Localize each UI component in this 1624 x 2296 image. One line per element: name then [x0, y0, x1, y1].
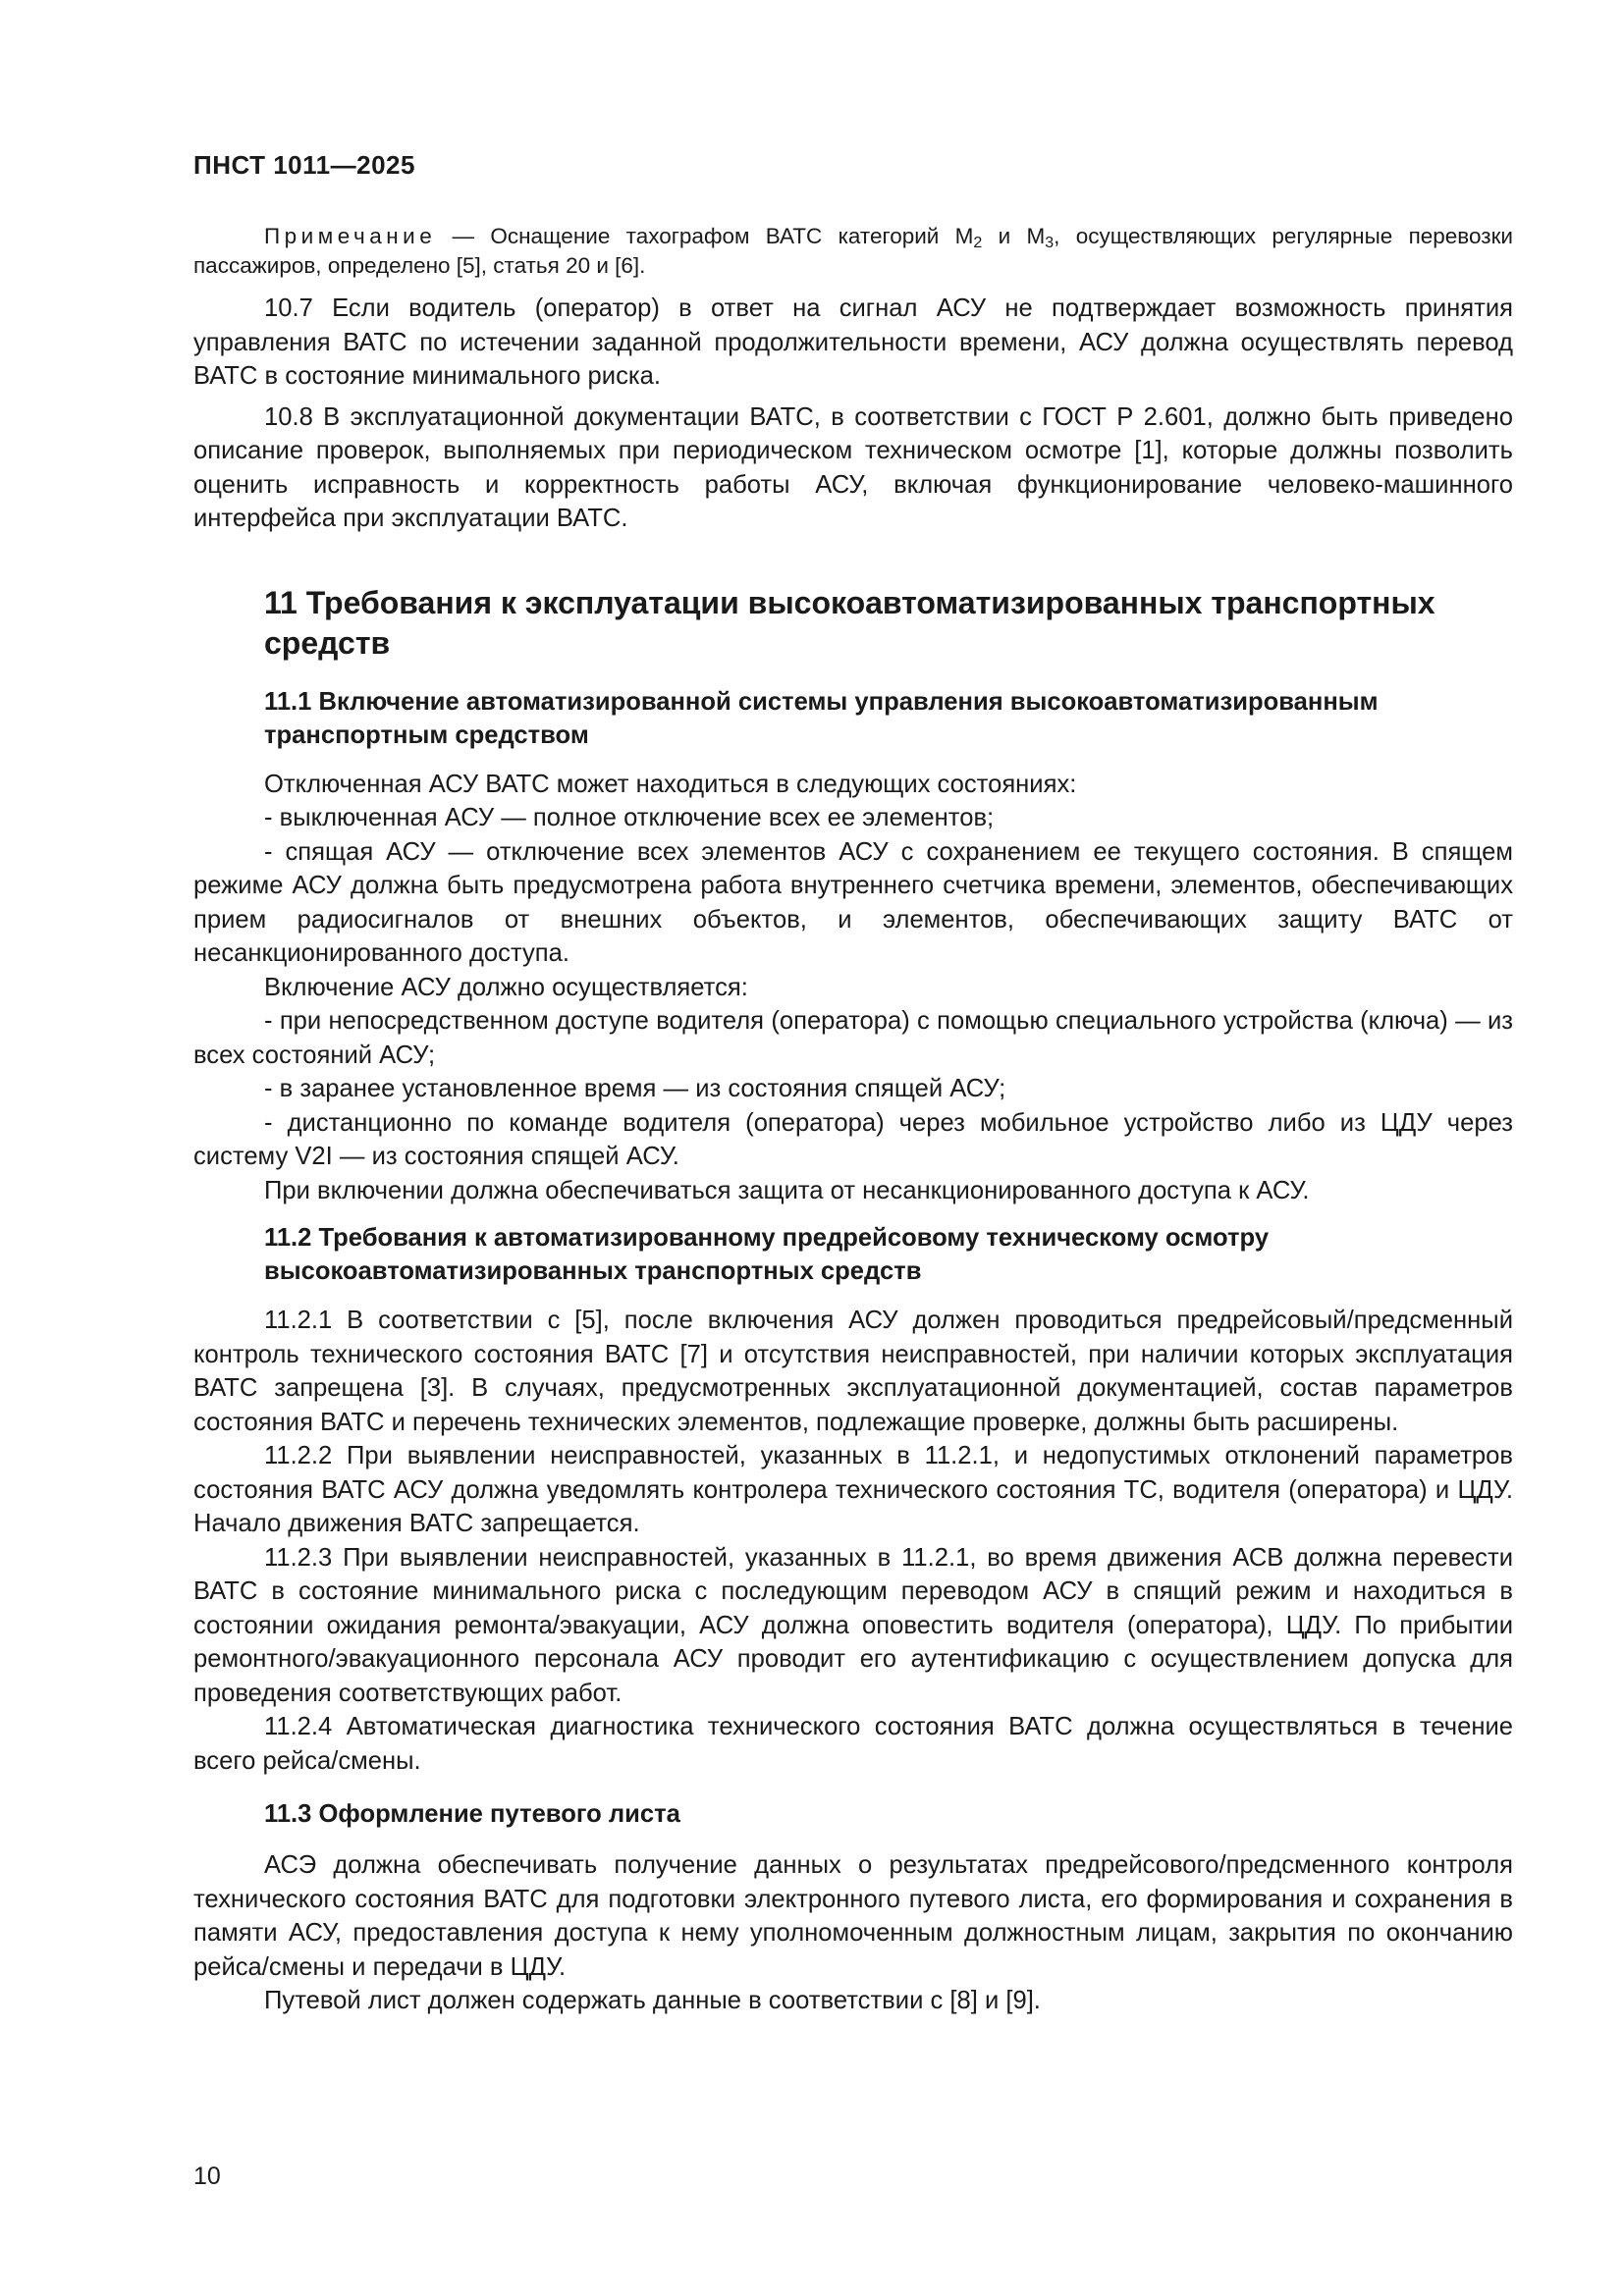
note-text-part2: и М [982, 224, 1046, 248]
section-11-title: 11 Требования к эксплуатации высокоавтоматизированных транспортных средств [264, 584, 1435, 661]
page-number: 10 [193, 2163, 221, 2190]
paragraph-11-3-content: Путевой лист должен содержать данные в соответствии с [8] и [9]. [264, 1987, 1041, 2014]
list-item-direct-access: - при непосредственном доступе водителя (оператора) с помощью специального устройства (ключа) — из всех состояний АСУ; [193, 1007, 1513, 1069]
list-item-scheduled: - в заранее установленное время — из состояния спящей АСУ; [264, 1075, 1006, 1102]
paragraph-11-2-3: 11.2.3 При выявлении неисправностей, указанных в 11.2.1, во время движения АСВ должна перевести ВАТС в состояние минимального риска с последующим переводом АСУ в спящий режим и находиться в состоянии ожидания ремонта/эвакуации, АСУ должна оповестить водителя (оператора), ЦДУ. По прибытии ремонтного/эвакуационного персонала АСУ проводит его аутентификацию с осуществлением допуска для проведения соответствующих работ. [193, 1543, 1513, 1707]
note-text-part3: , осуществляющих регулярные перевозки пассажиров, определено [5], статья 20 и [6]. [193, 224, 1513, 278]
subsection-11-2-title: 11.2 Требования к автоматизированному предрейсовому техническому осмотру высокоавтоматизированных транспортных средств [264, 1224, 1270, 1285]
document-code: ПНСТ 1011—2025 [193, 150, 415, 180]
note-text-part1: — Оснащение тахографом ВАТС категорий М [436, 224, 974, 248]
subsection-11-1-title: 11.1 Включение автоматизированной системы управления высокоавтоматизированным транспортным средством [264, 687, 1379, 749]
list-item-remote: - дистанционно по команде водителя (оператора) через мобильное устройство либо из ЦДУ через систему V2I — из состояния спящей АСУ. [193, 1108, 1513, 1170]
note-label: Примечание [264, 224, 437, 248]
paragraph-11-2-2: 11.2.2 При выявлении неисправностей, указанных в 11.2.1, и недопустимых отклонений параметров состояния ВАТС АСУ должна уведомлять контролера технического состояния ТС, водителя (оператора) и ЦДУ. Начало движения ВАТС запрещается. [193, 1442, 1513, 1537]
paragraph-11-2-4: 11.2.4 Автоматическая диагностика технического состояния ВАТС должна осуществляться в течение всего рейса/смены. [193, 1713, 1513, 1775]
paragraph-enable-intro: Включение АСУ должно осуществляется: [264, 973, 748, 1001]
note-sub2: 3 [1045, 235, 1055, 251]
list-item-sleep-state: - спящая АСУ — отключение всех элементов АСУ с сохранением ее текущего состояния. В спящем режиме АСУ должна быть предусмотрена работа внутреннего счетчика времени, элементов, обеспечивающих прием радиосигналов от внешних объектов, и элементов, обеспечивающих защиту ВАТС от несанкционированного доступа. [193, 837, 1513, 967]
paragraph-11-2-1: 11.2.1 В соответствии с [5], после включения АСУ должен проводиться предрейсовый/предсменный контроль технического состояния ВАТС [7] и отсутствия неисправностей, при наличии которых эксплуатация ВАТС запрещена [3]. В случаях, предусмотренных эксплуатационной документацией, состав параметров состояния ВАТС и перечень технических элементов, подлежащие проверке, должны быть расширены. [193, 1307, 1513, 1436]
paragraph-10-7: 10.7 Если водитель (оператор) в ответ на сигнал АСУ не подтверждает возможность принятия управления ВАТС по истечении заданной продолжительности времени, АСУ должна осуществлять перевод ВАТС в состояние минимального риска. [193, 294, 1513, 390]
note-paragraph [193, 222, 1513, 281]
paragraph-11-3-main: АСЭ должна обеспечивать получение данных о результатах предрейсового/предсменного контроля технического состояния ВАТС для подготовки электронного путевого листа, его формирования и сохранения в памяти АСУ, предоставления доступа к нему уполномоченным должностным лицам, закрытия по окончанию рейса/смены и передачи в ЦДУ. [193, 1851, 1513, 1981]
subsection-11-3-title: 11.3 Оформление путевого листа [264, 1800, 680, 1828]
list-item-off-state: - выключенная АСУ — полное отключение всех ее элементов; [264, 804, 995, 831]
note-sub1: 2 [973, 235, 983, 251]
paragraph-11-1-intro: Отключенная АСУ ВАТС может находиться в следующих состояниях: [264, 770, 1077, 798]
paragraph-access-protection: При включении должна обеспечиваться защита от несанкционированного доступа к АСУ. [264, 1176, 1310, 1204]
page-content [193, 222, 1513, 2018]
paragraph-10-8: 10.8 В эксплуатационной документации ВАТС, в соответствии с ГОСТ Р 2.601, должно быть приведено описание проверок, выполняемых при периодическом техническом осмотре [1], которые должны позволить оценить исправность и корректность работы АСУ, включая функционирование человеко-машинного интерфейса при эксплуатации ВАТС. [193, 402, 1513, 532]
